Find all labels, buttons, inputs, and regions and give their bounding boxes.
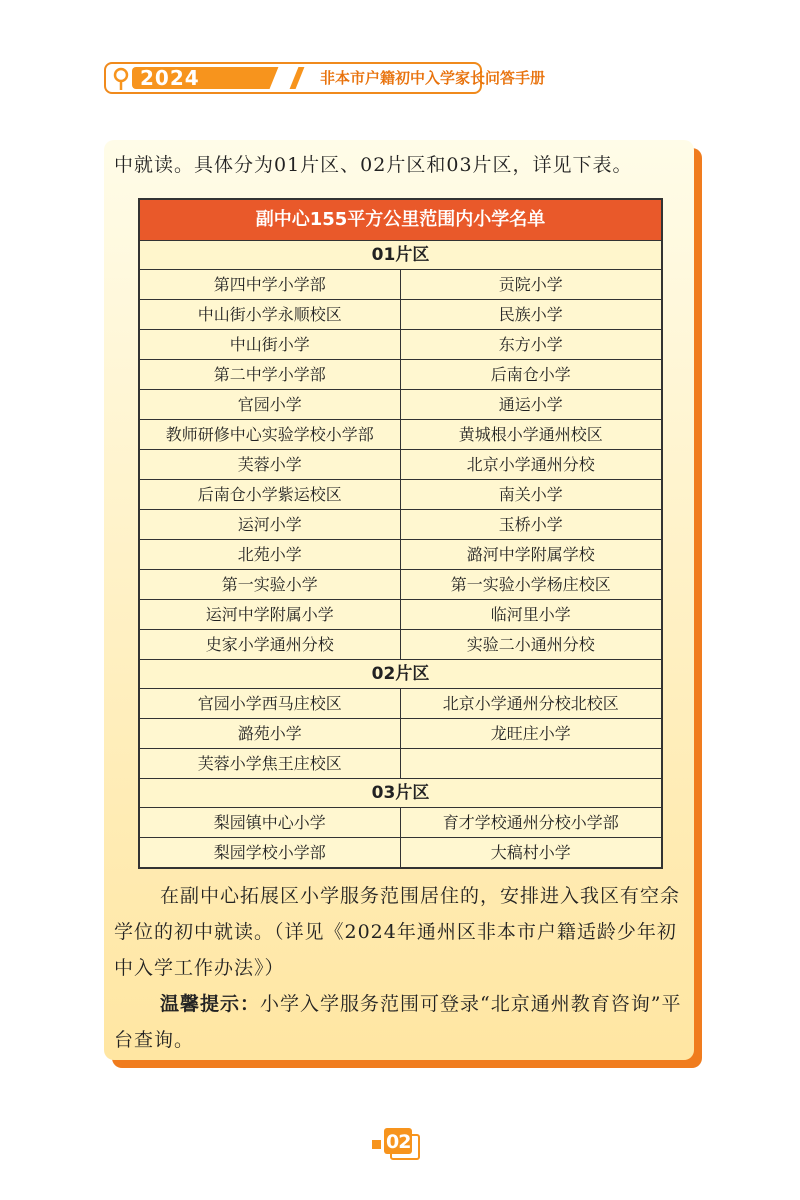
table-row (140, 540, 661, 570)
school-cell-right: 黄城根小学通州校区 (458, 425, 603, 444)
zone-header: 02片区 (140, 660, 661, 689)
table-row (140, 270, 661, 300)
table-title: 副中心155平方公里范围内小学名单 (140, 200, 661, 241)
table-row (140, 838, 661, 867)
school-cell-right (401, 749, 662, 778)
school-cell-left: 第一实验小学 (140, 570, 401, 599)
table-row (140, 450, 661, 480)
table-row (140, 630, 661, 660)
school-cell-right: 大稿村小学 (490, 843, 571, 862)
school-cell-right: 潞河中学附属学校 (466, 545, 595, 564)
school-cell-left: 官园小学西马庄校区 (140, 689, 401, 718)
zone-header: 01片区 (140, 241, 661, 270)
school-cell-left: 北苑小学 (140, 540, 401, 569)
school-list-table (138, 198, 663, 869)
school-cell-right: 东方小学 (498, 335, 563, 354)
school-cell-right: 后南仓小学 (490, 365, 571, 384)
tip-text: 小学入学服务范围可登录“北京通州教育咨询”平台查询。 (114, 993, 682, 1051)
table-row (140, 360, 661, 390)
school-cell-left: 芙蓉小学焦王庄校区 (140, 749, 401, 778)
location-pin-icon (112, 67, 130, 91)
school-cell-left: 第四中学小学部 (140, 270, 401, 299)
table-row (140, 390, 661, 420)
school-cell-right: 玉桥小学 (498, 515, 563, 534)
table-row (140, 719, 661, 749)
school-cell-left: 史家小学通州分校 (140, 630, 401, 659)
school-cell-right: 第一实验小学杨庄校区 (450, 575, 611, 594)
school-cell-right: 北京小学通州分校北校区 (442, 694, 619, 713)
table-row (140, 300, 661, 330)
table-row (140, 689, 661, 719)
table-row (140, 420, 661, 450)
school-cell-left: 运河小学 (140, 510, 401, 539)
handbook-header (104, 62, 546, 94)
table-row (140, 749, 661, 779)
school-cell-left: 运河中学附属小学 (140, 600, 401, 629)
school-cell-left: 后南仓小学紫运校区 (140, 480, 401, 509)
school-cell-left: 官园小学 (140, 390, 401, 419)
paragraph-expansion-area: 在副中心拓展区小学服务范围居住的，安排进入我区有空余学位的初中就读。（详见《2024年通州区非本市户籍适龄少年初中入学工作办法》） (114, 885, 681, 979)
table-row (140, 570, 661, 600)
tip-paragraph (114, 986, 689, 1058)
school-cell-right: 育才学校通州分校小学部 (442, 813, 619, 832)
school-cell-right: 龙旺庄小学 (490, 724, 571, 743)
school-cell-left: 第二中学小学部 (140, 360, 401, 389)
table-row (140, 600, 661, 630)
school-cell-left: 教师研修中心实验学校小学部 (140, 420, 401, 449)
school-cell-left: 中山街小学永顺校区 (140, 300, 401, 329)
school-cell-left: 梨园学校小学部 (140, 838, 401, 867)
page-number-text: 02 (386, 1131, 411, 1153)
tip-label: 温馨提示： (160, 993, 261, 1015)
page-number (372, 1128, 428, 1158)
table-row (140, 480, 661, 510)
school-cell-right: 南关小学 (498, 485, 563, 504)
content-card (104, 140, 694, 1060)
school-cell-right: 临河里小学 (490, 605, 571, 624)
school-cell-left: 芙蓉小学 (140, 450, 401, 479)
school-cell-left: 中山街小学 (140, 330, 401, 359)
header-year: 2024 (132, 67, 296, 89)
intro-text: 中就读。具体分为01片区、02片区和03片区，详见下表。 (114, 154, 633, 176)
header-title: 非本市户籍初中入学家长问答手册 (320, 69, 546, 87)
table-row (140, 808, 661, 838)
school-cell-right: 北京小学通州分校 (466, 455, 595, 474)
school-cell-right: 民族小学 (498, 305, 563, 324)
school-cell-right: 贡院小学 (498, 275, 563, 294)
school-cell-left: 梨园镇中心小学 (140, 808, 401, 837)
school-cell-right: 实验二小通州分校 (466, 635, 595, 654)
school-cell-left: 潞苑小学 (140, 719, 401, 748)
school-cell-right: 通运小学 (498, 395, 563, 414)
zone-header: 03片区 (140, 779, 661, 808)
table-row (140, 330, 661, 360)
table-row (140, 510, 661, 540)
